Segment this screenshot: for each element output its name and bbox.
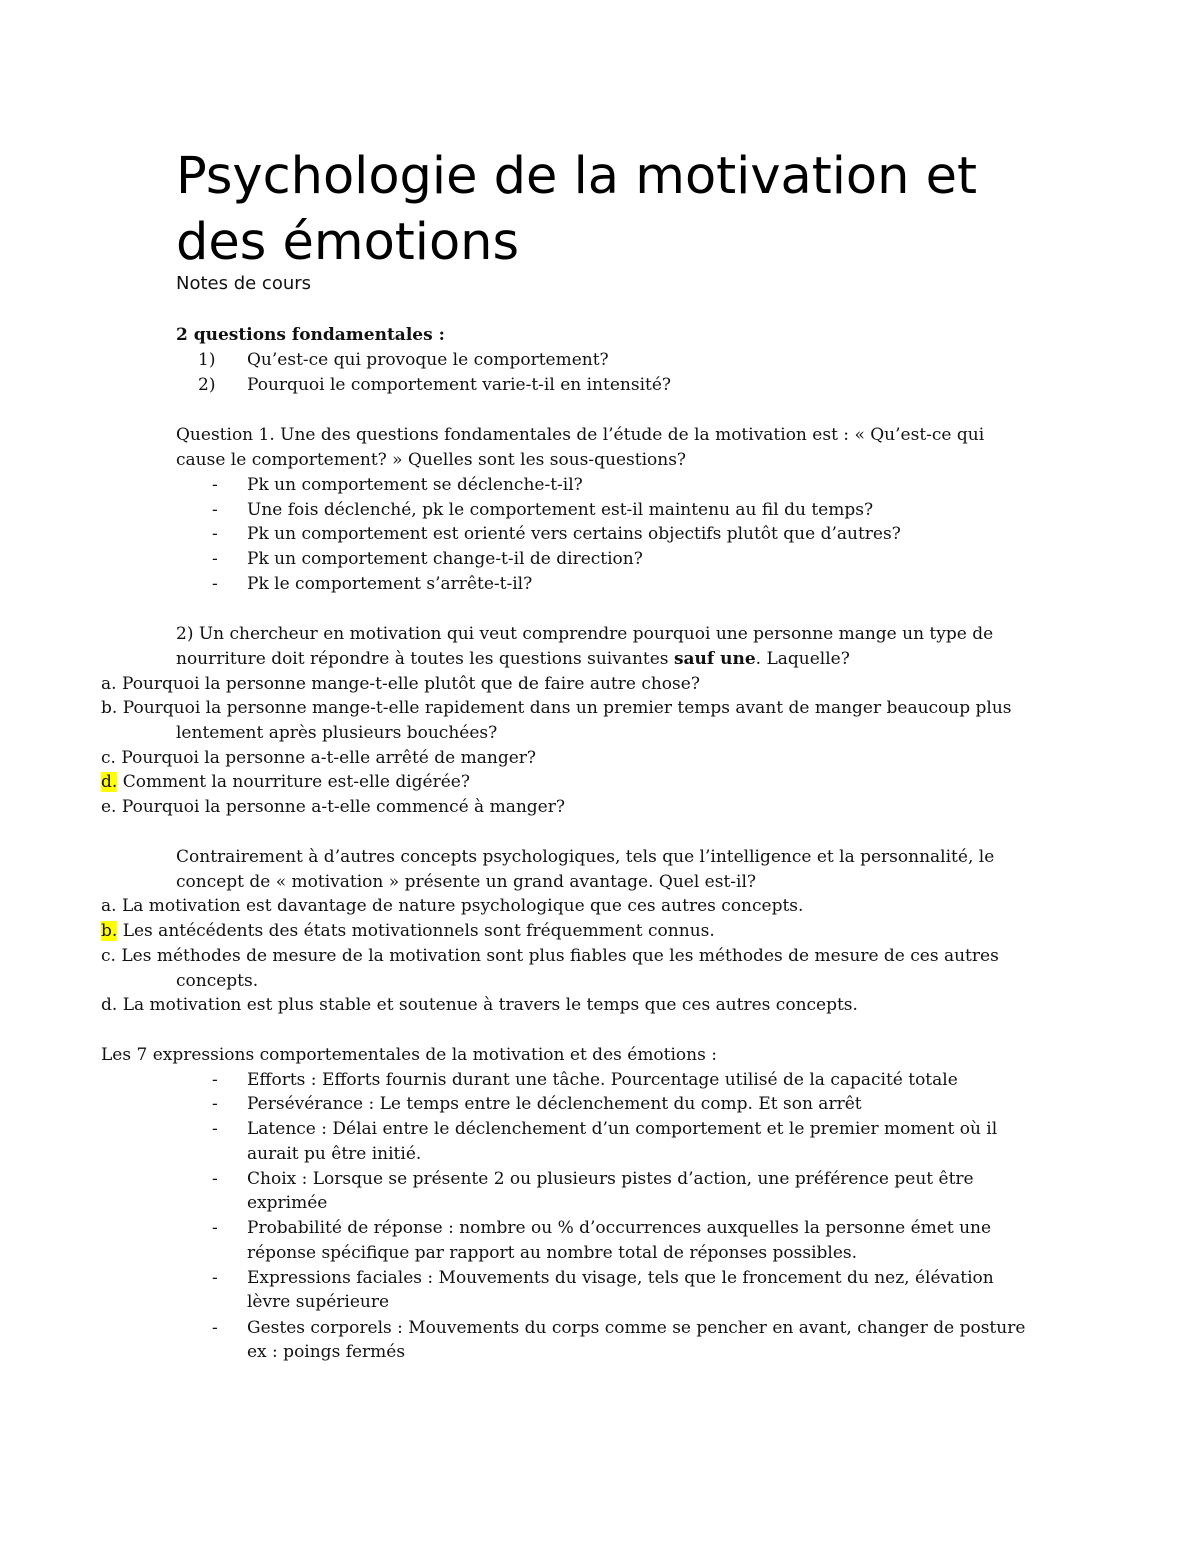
bullet-dash: - bbox=[212, 1070, 218, 1090]
option-letter: c. bbox=[101, 748, 116, 768]
paragraph-line bbox=[176, 647, 850, 672]
option-text: La motivation est davantage de nature psychologique que ces autres concepts. bbox=[121, 896, 804, 916]
option-text: Les méthodes de mesure de la motivation sont plus fiables que les méthodes de mesure de ces autres bbox=[121, 946, 999, 966]
text-span: . Laquelle? bbox=[755, 649, 850, 669]
option-text: Les antécédents des états motivationnels sont fréquemment connus. bbox=[122, 921, 715, 941]
option-letter-highlighted: b. bbox=[101, 921, 118, 941]
option-text: Comment la nourriture est-elle digérée? bbox=[122, 772, 470, 792]
answer-option bbox=[101, 696, 1012, 721]
list-item: Persévérance : Le temps entre le déclenchement du comp. Et son arrêt bbox=[247, 1094, 862, 1114]
option-continuation: lentement après plusieurs bouchées? bbox=[176, 723, 498, 743]
section-heading: Les 7 expressions comportementales de la motivation et des émotions : bbox=[101, 1045, 717, 1065]
answer-option bbox=[101, 894, 803, 919]
option-text: Pourquoi la personne a-t-elle commencé à manger? bbox=[121, 797, 565, 817]
text-span: nourriture doit répondre à toutes les questions suivantes bbox=[176, 649, 674, 669]
paragraph-line: concept de « motivation » présente un grand avantage. Quel est-il? bbox=[176, 872, 757, 892]
list-item: Expressions faciales : Mouvements du visage, tels que le froncement du nez, élévation bbox=[247, 1268, 994, 1288]
answer-option bbox=[101, 746, 536, 771]
paragraph-line: 2) Un chercheur en motivation qui veut comprendre pourquoi une personne mange un type de bbox=[176, 624, 994, 644]
answer-option bbox=[101, 795, 565, 820]
option-continuation: concepts. bbox=[176, 971, 259, 991]
bullet-dash: - bbox=[212, 549, 218, 569]
list-item: Pk un comportement est orienté vers certains objectifs plutôt que d’autres? bbox=[247, 524, 901, 544]
bullet-dash: - bbox=[212, 574, 218, 594]
option-letter: a. bbox=[101, 674, 117, 694]
list-item-continuation: aurait pu être initié. bbox=[247, 1144, 422, 1164]
paragraph-line: Question 1. Une des questions fondamentales de l’étude de la motivation est : « Qu’est-ce qui bbox=[176, 425, 985, 445]
list-item-continuation: ex : poings fermés bbox=[247, 1342, 406, 1362]
list-item: Qu’est-ce qui provoque le comportement? bbox=[247, 350, 609, 370]
list-item: Choix : Lorsque se présente 2 ou plusieurs pistes d’action, une préférence peut être bbox=[247, 1169, 974, 1189]
option-text: Pourquoi la personne mange-t-elle plutôt que de faire autre chose? bbox=[121, 674, 700, 694]
option-letter: a. bbox=[101, 896, 117, 916]
bullet-dash: - bbox=[212, 1318, 218, 1338]
list-item-continuation: exprimée bbox=[247, 1193, 328, 1213]
document-subtitle: Notes de cours bbox=[176, 273, 312, 294]
list-item: Gestes corporels : Mouvements du corps comme se pencher en avant, changer de posture bbox=[247, 1318, 1026, 1338]
list-item-continuation: lèvre supérieure bbox=[247, 1292, 390, 1312]
list-item: Pk le comportement s’arrête-t-il? bbox=[247, 574, 533, 594]
list-item: Efforts : Efforts fournis durant une tâche. Pourcentage utilisé de la capacité totale bbox=[247, 1070, 958, 1090]
answer-option bbox=[101, 993, 858, 1018]
list-item: Latence : Délai entre le déclenchement d’un comportement et le premier moment où il bbox=[247, 1119, 998, 1139]
list-item-continuation: réponse spécifique par rapport au nombre total de réponses possibles. bbox=[247, 1243, 858, 1263]
list-item: Une fois déclenché, pk le comportement est-il maintenu au fil du temps? bbox=[247, 500, 874, 520]
option-letter: d. bbox=[101, 995, 118, 1015]
section-heading: 2 questions fondamentales : bbox=[176, 325, 445, 345]
option-letter-highlighted: d. bbox=[101, 772, 118, 792]
list-item: Pk un comportement change-t-il de direction? bbox=[247, 549, 643, 569]
emphasis-text: sauf une bbox=[673, 649, 756, 669]
bullet-dash: - bbox=[212, 500, 218, 520]
bullet-dash: - bbox=[212, 1094, 218, 1114]
bullet-dash: - bbox=[212, 1169, 218, 1189]
list-number: 1) bbox=[198, 350, 216, 370]
answer-option bbox=[101, 672, 700, 697]
option-text: Pourquoi la personne mange-t-elle rapidement dans un premier temps avant de manger beaucoup plus bbox=[122, 698, 1012, 718]
document-title: Psychologie de la motivation et des émotions bbox=[176, 147, 978, 272]
answer-option bbox=[101, 919, 715, 944]
option-text: La motivation est plus stable et soutenue à travers le temps que ces autres concepts. bbox=[122, 995, 858, 1015]
list-item: Pourquoi le comportement varie-t-il en intensité? bbox=[247, 375, 672, 395]
option-text: Pourquoi la personne a-t-elle arrêté de manger? bbox=[121, 748, 537, 768]
list-number: 2) bbox=[198, 375, 216, 395]
option-letter: b. bbox=[101, 698, 118, 718]
answer-option bbox=[101, 944, 999, 969]
bullet-dash: - bbox=[212, 475, 218, 495]
option-letter: e. bbox=[101, 797, 117, 817]
answer-option bbox=[101, 770, 470, 795]
bullet-dash: - bbox=[212, 1268, 218, 1288]
bullet-dash: - bbox=[212, 1119, 218, 1139]
paragraph-line: Contrairement à d’autres concepts psychologiques, tels que l’intelligence et la personnalité, le bbox=[176, 847, 995, 867]
list-item: Pk un comportement se déclenche-t-il? bbox=[247, 475, 583, 495]
bullet-dash: - bbox=[212, 1218, 218, 1238]
list-item: Probabilité de réponse : nombre ou % d’occurrences auxquelles la personne émet une bbox=[247, 1218, 992, 1238]
option-letter: c. bbox=[101, 946, 116, 966]
paragraph-line: cause le comportement? » Quelles sont les sous-questions? bbox=[176, 450, 687, 470]
bullet-dash: - bbox=[212, 524, 218, 544]
